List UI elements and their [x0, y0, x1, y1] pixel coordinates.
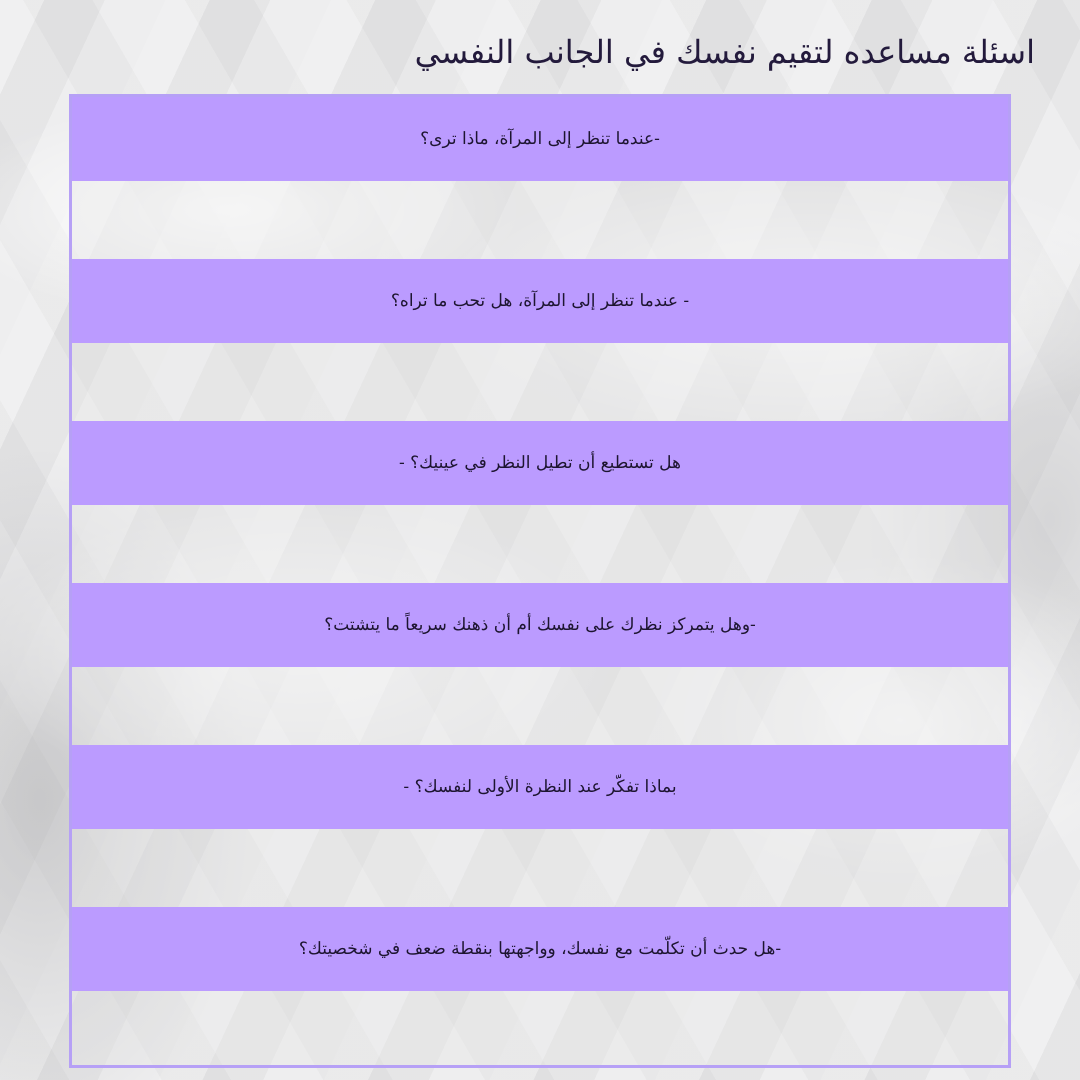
question-row-5 — [72, 745, 1008, 829]
answer-cell-5[interactable] — [72, 829, 1008, 907]
question-row-1 — [72, 97, 1008, 181]
question-row-4 — [72, 583, 1008, 667]
question-text: هل تستطيع أن تطيل النظر في عينيك؟ - — [399, 453, 681, 473]
question-text: -وهل يتمركز نظرك على نفسك أم أن ذهنك سريعاً ما يتشتت؟ — [324, 615, 756, 635]
answer-cell-2[interactable] — [72, 343, 1008, 421]
answer-cell-4[interactable] — [72, 667, 1008, 745]
question-row-6 — [72, 907, 1008, 991]
answer-cell-6[interactable] — [72, 991, 1008, 1065]
question-text: -هل حدث أن تكلّمت مع نفسك، وواجهتها بنقطة ضعف في شخصيتك؟ — [298, 939, 782, 959]
question-text: بماذا تفكّر عند النظرة الأولى لنفسك؟ - — [403, 777, 677, 797]
answer-cell-1[interactable] — [72, 181, 1008, 259]
question-row-3 — [72, 421, 1008, 505]
question-text: -عندما تنظر إلى المرآة، ماذا ترى؟ — [420, 129, 660, 149]
answer-cell-3[interactable] — [72, 505, 1008, 583]
question-text: - عندما تنظر إلى المرآة، هل تحب ما تراه؟ — [390, 291, 690, 311]
question-row-2 — [72, 259, 1008, 343]
page-title: اسئلة مساعده لتقيم نفسك في الجانب النفسي — [414, 33, 1035, 71]
questions-table — [69, 94, 1011, 1068]
